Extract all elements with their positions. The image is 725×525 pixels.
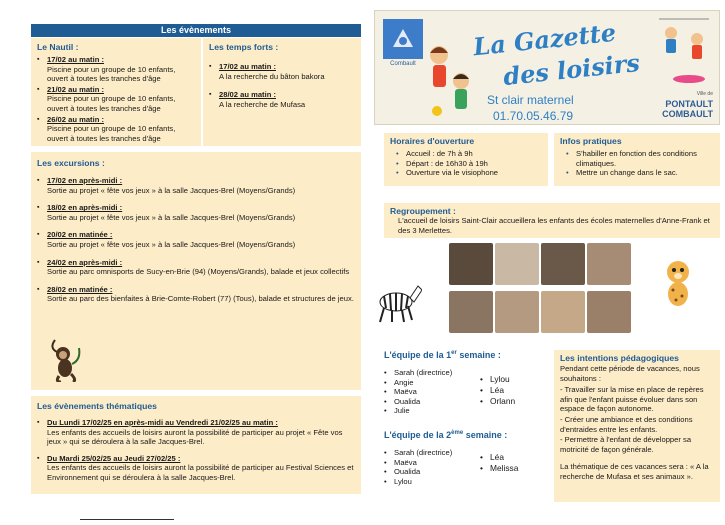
item-text: A la recherche de Mufasa xyxy=(219,99,306,109)
intentions-thematique: La thématique de ces vacances sera : « A la recherche de Mufasa et ses animaux ». xyxy=(560,462,709,481)
temps-forts-heading: Les temps forts : xyxy=(209,42,279,52)
equipe1-heading xyxy=(384,350,548,360)
item-date: ▪ Du Mardi 25/02/25 au Jeudi 27/02/25 : xyxy=(47,453,181,463)
intentions-heading: Les intentions pédagogiques xyxy=(560,353,679,363)
list-item xyxy=(37,230,355,249)
item-date: ▪ 18/02 en après-midi : xyxy=(47,203,123,213)
item-text: Les enfants des accueils de loisirs auront la possibilité de participer au projet « Fête vos jeux » qui se déroulera à la salle Jacques-Brel. xyxy=(47,427,343,447)
item-date: ▪ 17/02 en après-midi : xyxy=(47,176,123,185)
team-photos xyxy=(449,243,631,336)
item-text: Piscine pour un groupe de 10 enfants, ouvert à toutes les tranches d'âge xyxy=(47,124,176,143)
item-date: ▪ 26/02 au matin : xyxy=(47,114,104,124)
nautil-panel xyxy=(31,38,201,146)
item-date: ▪ 21/02 au matin : xyxy=(47,84,104,94)
item-date: ▪ 24/02 en après-midi : xyxy=(47,257,123,267)
list-item: • Sarah (directrice) xyxy=(384,368,474,378)
equipe1-heading-sup: er xyxy=(451,350,457,356)
item-text: Piscine pour un groupe de 10 enfants, ouvert à toutes les tranches d'âge xyxy=(47,94,176,113)
thematiques-heading: Les évènements thématiques xyxy=(37,401,157,411)
city-logo-icon xyxy=(383,19,423,59)
item-text: Sortie au projet « fête vos jeux » à la salle Jacques-Brel (Moyens/Grands) xyxy=(47,212,296,222)
nautil-heading: Le Nautil : xyxy=(37,42,79,52)
equipe2-heading-text: L'équipe de la 2 xyxy=(384,430,452,440)
list-item: • Melissa xyxy=(480,463,540,474)
list-item: • Sarah (directrice) xyxy=(384,448,474,458)
item-date: ▪ 17/02 au matin : xyxy=(47,55,104,64)
gazette-title-line2: des loisirs xyxy=(501,47,642,92)
gazette-title-line1: La Gazette xyxy=(471,17,618,62)
item-date: ▪ 20/02 en matinée : xyxy=(47,230,113,240)
list-item: • Accueil : de 7h à 9h xyxy=(396,149,542,159)
list-item: • Orlann xyxy=(480,396,540,407)
events-title: Les évènements xyxy=(31,24,361,37)
list-item xyxy=(37,285,355,304)
list-item xyxy=(209,90,355,109)
children-illustration xyxy=(425,41,475,121)
item-text: Sortie au projet « fête vos jeux » à la salle Jacques-Brel (Moyens/Grands) xyxy=(47,239,296,249)
horaires-list xyxy=(390,149,542,178)
item-date: ▪ Du Lundi 17/02/25 en après-midi au Vendredi 21/02/25 au matin : xyxy=(47,418,278,427)
list-item: • Julie xyxy=(384,406,474,416)
intention-point: - Créer une ambiance et des conditions d'entraides entre les enfants. xyxy=(560,414,693,434)
team-photo xyxy=(495,291,539,333)
regroupement-heading: Regroupement : xyxy=(390,206,456,216)
list-item xyxy=(37,115,195,144)
list-item: • Angie xyxy=(384,378,474,388)
city-name-line2: COMBAULT xyxy=(662,109,713,119)
temps-forts-panel xyxy=(203,38,361,146)
item-date: ▪ 17/02 au matin : xyxy=(219,62,276,71)
nautil-list xyxy=(37,55,195,143)
horaires-heading: Horaires d'ouverture xyxy=(390,136,475,146)
list-item xyxy=(37,418,355,447)
list-item: • Lylou xyxy=(384,477,474,487)
item-text: Sortie au parc omnisports de Sucy-en-Brie (94) (Moyens/Grands), balade et jeux collectifs xyxy=(47,267,350,277)
monkey-illustration xyxy=(47,338,83,382)
equipe1-section xyxy=(384,350,548,422)
cheetah-illustration xyxy=(660,258,696,308)
list-item: • Maëva xyxy=(384,458,474,468)
list-item xyxy=(209,62,355,81)
excursions-list xyxy=(37,176,355,304)
equipe1-col1 xyxy=(384,368,474,416)
footer-divider xyxy=(80,519,174,520)
zebra-illustration xyxy=(370,276,422,324)
list-item xyxy=(37,176,355,195)
acrobats-illustration xyxy=(649,15,719,85)
item-date: ▪ 28/02 au matin : xyxy=(219,90,276,100)
thematiques-list xyxy=(37,418,355,483)
item-text: A la recherche du bâton bakora xyxy=(219,71,325,81)
intention-point: - Travailler sur la mise en place de repères afin que l'enfant puisse évoluer dans son espace de façon autonome. xyxy=(560,385,704,414)
item-text: Sortie au parc des bienfaites à Brie-Comte-Robert (77) (Tous), balade et structures de jeux. xyxy=(47,294,354,304)
team-photo xyxy=(449,243,493,285)
list-item: • Départ : de 16h30 à 19h xyxy=(396,159,542,169)
city-name-line1: PONTAULT xyxy=(665,99,713,109)
equipe1-heading-text: L'équipe de la 1 xyxy=(384,350,452,360)
list-item xyxy=(37,85,195,114)
equipe2-heading-sup: ème xyxy=(451,430,464,436)
item-date: ▪ 28/02 en matinée : xyxy=(47,284,113,294)
list-item: • Lylou xyxy=(480,374,540,385)
list-item: • Maëva xyxy=(384,387,474,397)
list-item xyxy=(37,55,195,84)
school-name: St clair maternel xyxy=(487,93,574,107)
excursions-panel xyxy=(31,152,361,390)
equipe2-heading xyxy=(384,430,548,440)
infos-list xyxy=(560,149,714,178)
infos-panel xyxy=(554,133,720,186)
list-item xyxy=(37,203,355,222)
equipe1-col2 xyxy=(480,374,540,407)
equipe2-section xyxy=(384,430,548,502)
list-item: • Léa xyxy=(480,452,540,463)
gazette-header xyxy=(374,10,720,125)
team-photo xyxy=(541,243,585,285)
equipe1-heading-suffix: semaine : xyxy=(456,350,501,360)
team-photo xyxy=(541,291,585,333)
team-photo xyxy=(587,291,631,333)
infos-heading: Infos pratiques xyxy=(560,136,622,146)
item-text: Piscine pour un groupe de 10 enfants, ouvert à toutes les tranches d'âge xyxy=(47,64,176,84)
team-photo xyxy=(495,243,539,285)
intentions-intro: Pendant cette période de vacances, nous souhaitons : xyxy=(560,364,700,383)
horaires-panel xyxy=(384,133,548,186)
list-item: • S'habiller en fonction des conditions climatiques. xyxy=(566,149,714,168)
list-item: • Mettre un change dans le sac. xyxy=(566,168,714,178)
item-text: Les enfants des accueils de loisirs auront la possibilité de participer au Festival Sciences et Environnement qui se déroulera à la salle Jacques-Brel. xyxy=(47,463,354,482)
regroupement-text: L'accueil de loisirs Saint-Clair accueillera les enfants des écoles maternelles d'Anne-Frank et des 3 Merlettes. xyxy=(398,216,710,235)
list-item xyxy=(37,258,355,277)
temps-forts-list xyxy=(209,62,355,109)
ville-label: Ville de xyxy=(696,91,713,97)
list-item: • Ouverture via le visiophone xyxy=(396,168,542,178)
equipe2-heading-suffix: semaine : xyxy=(463,430,508,440)
list-item xyxy=(37,454,355,483)
list-item: • Léa xyxy=(480,385,540,396)
list-item: • Oualida xyxy=(384,397,474,407)
team-photo xyxy=(449,291,493,333)
intentions-panel xyxy=(554,350,720,502)
equipe2-col1 xyxy=(384,448,474,486)
team-photo xyxy=(587,243,631,285)
equipe2-col2 xyxy=(480,452,540,474)
school-phone: 01.70.05.46.79 xyxy=(493,109,574,123)
intentions-points xyxy=(560,385,714,454)
thematiques-panel xyxy=(31,396,361,494)
regroupement-panel xyxy=(384,203,720,238)
logo-label: Combault xyxy=(390,61,416,67)
excursions-heading: Les excursions : xyxy=(37,158,105,168)
item-text: Sortie au projet « fête vos jeux » à la salle Jacques-Brel (Moyens/Grands) xyxy=(47,185,296,195)
intention-point: - Permettre à l'enfant de développer sa motricité de façon générale. xyxy=(560,435,692,454)
list-item: • Oualida xyxy=(384,467,474,477)
